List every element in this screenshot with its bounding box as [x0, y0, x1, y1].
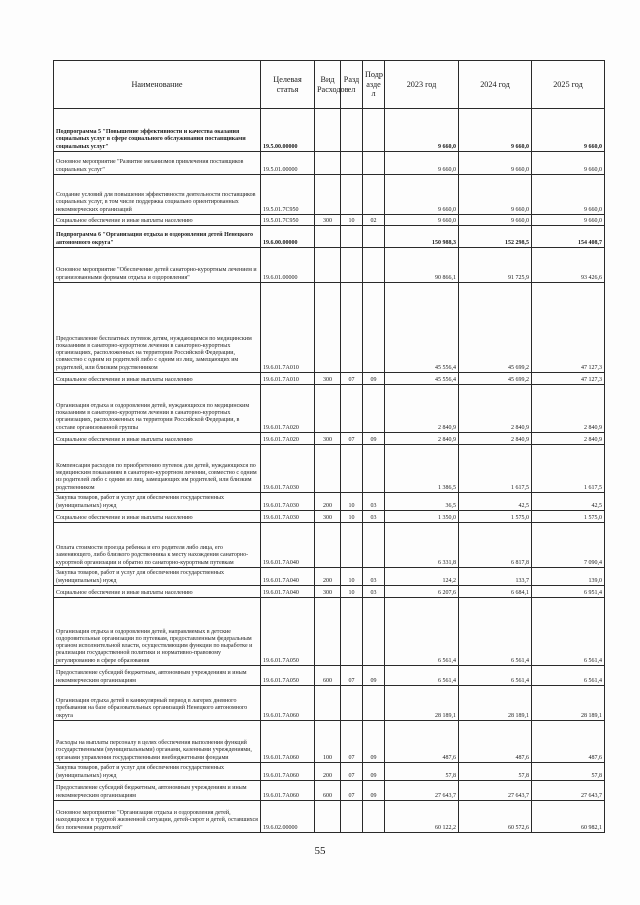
table-row — [54, 445, 605, 493]
row-name: Организация отдыха детей в каникулярный период в лагерях дневного пребывания на базе образовательных организаций Ненецкого автономного округа — [54, 686, 261, 721]
row-target-article: 19.5.01.7С950 — [261, 175, 315, 215]
row-value-2023: 1 350,0 — [385, 511, 459, 523]
row-section: 10 — [341, 568, 363, 586]
row-value-2024: 2 840,9 — [459, 433, 532, 445]
row-target-article: 19.5.01.00000 — [261, 152, 315, 175]
row-value-2025: 2 840,9 — [532, 385, 605, 433]
row-value-2025: 6 951,4 — [532, 586, 605, 598]
row-section: 10 — [341, 215, 363, 226]
row-value-2024: 9 660,0 — [459, 109, 532, 152]
row-value-2025: 6 561,4 — [532, 666, 605, 686]
row-value-2024: 45 699,2 — [459, 373, 532, 385]
row-value-2024: 487,6 — [459, 721, 532, 763]
row-value-2023: 28 189,1 — [385, 686, 459, 721]
row-expense-kind: 200 — [315, 568, 341, 586]
row-value-2024: 9 660,0 — [459, 215, 532, 226]
row-value-2023: 1 386,5 — [385, 445, 459, 493]
row-value-2025: 2 840,9 — [532, 433, 605, 445]
row-value-2023: 6 561,4 — [385, 666, 459, 686]
row-value-2025: 9 660,0 — [532, 152, 605, 175]
row-value-2024: 2 840,9 — [459, 385, 532, 433]
row-name: Социальное обеспечение и иные выплаты населению — [54, 373, 261, 385]
table-row — [54, 248, 605, 283]
row-name: Подпрограмма 6 "Организация отдыха и оздоровления детей Ненецкого автономного округа" — [54, 226, 261, 248]
row-section — [341, 226, 363, 248]
row-section — [341, 445, 363, 493]
row-value-2023: 57,8 — [385, 763, 459, 781]
header-subsection: Подр азде л — [363, 61, 385, 109]
table-row — [54, 666, 605, 686]
table-row — [54, 215, 605, 226]
table-row — [54, 385, 605, 433]
table-row — [54, 109, 605, 152]
row-expense-kind — [315, 686, 341, 721]
row-value-2023: 6 331,8 — [385, 523, 459, 568]
header-year-2025: 2025 год — [532, 61, 605, 109]
row-expense-kind — [315, 523, 341, 568]
row-subsection — [363, 523, 385, 568]
table-row — [54, 801, 605, 833]
row-value-2024: 1 575,0 — [459, 511, 532, 523]
table-row — [54, 511, 605, 523]
row-subsection — [363, 152, 385, 175]
table-row — [54, 568, 605, 586]
row-value-2023: 150 988,3 — [385, 226, 459, 248]
table-row — [54, 763, 605, 781]
row-target-article: 19.6.01.7А060 — [261, 686, 315, 721]
row-name: Социальное обеспечение и иные выплаты населению — [54, 215, 261, 226]
row-target-article: 19.6.00.00000 — [261, 226, 315, 248]
row-value-2023: 124,2 — [385, 568, 459, 586]
table-row — [54, 586, 605, 598]
budget-table — [53, 60, 605, 833]
row-value-2025: 1 617,5 — [532, 445, 605, 493]
row-name: Компенсация расходов по приобретению путевок для детей, нуждающихся по медицинским показаниям в санаторно-курортном лечении, совместно с одним из родителей либо с одним из лиц, замещающих им родителей, или близким родственником — [54, 445, 261, 493]
row-section — [341, 385, 363, 433]
row-value-2024: 9 660,0 — [459, 175, 532, 215]
row-expense-kind — [315, 598, 341, 666]
row-section — [341, 248, 363, 283]
row-value-2025: 9 660,0 — [532, 175, 605, 215]
row-value-2023: 2 840,9 — [385, 433, 459, 445]
row-expense-kind — [315, 152, 341, 175]
row-subsection: 03 — [363, 511, 385, 523]
row-section — [341, 801, 363, 833]
row-name: Создание условий для повышения эффективности деятельности поставщиков социальных услуг, в том числе поддержка социально ориентированных некоммерческих организаций — [54, 175, 261, 215]
row-name: Организация отдыха и оздоровления детей, нуждающихся по медицинским показаниям в санаторно-курортном лечении в санаторно-курортных организациях, расположенных на территории Российской Федерации, в составе организованной группы — [54, 385, 261, 433]
row-value-2024: 27 643,7 — [459, 781, 532, 801]
row-value-2025: 6 561,4 — [532, 598, 605, 666]
row-subsection: 09 — [363, 373, 385, 385]
row-subsection — [363, 175, 385, 215]
row-section: 10 — [341, 586, 363, 598]
row-name: Оплата стоимости проезда ребенка и его родителя либо лица, его заменяющего, либо близкого родственника к месту нахождения санаторно-курортной организации и обратно по санаторно-курортным путевкам — [54, 523, 261, 568]
row-value-2024: 9 660,0 — [459, 152, 532, 175]
row-value-2025: 139,0 — [532, 568, 605, 586]
row-subsection — [363, 385, 385, 433]
table-row — [54, 598, 605, 666]
row-subsection — [363, 283, 385, 373]
row-section: 07 — [341, 781, 363, 801]
row-target-article: 19.6.01.7А010 — [261, 283, 315, 373]
table-row — [54, 373, 605, 385]
header-section: Разд ел — [341, 61, 363, 109]
row-section — [341, 283, 363, 373]
row-value-2023: 2 840,9 — [385, 385, 459, 433]
row-value-2025: 154 408,7 — [532, 226, 605, 248]
row-value-2025: 9 660,0 — [532, 109, 605, 152]
row-target-article: 19.5.01.7С950 — [261, 215, 315, 226]
row-value-2023: 9 660,0 — [385, 175, 459, 215]
row-expense-kind — [315, 226, 341, 248]
row-subsection — [363, 248, 385, 283]
row-name: Социальное обеспечение и иные выплаты населению — [54, 586, 261, 598]
row-name: Социальное обеспечение и иные выплаты населению — [54, 511, 261, 523]
row-target-article: 19.6.01.7А040 — [261, 586, 315, 598]
row-target-article: 19.6.01.7А040 — [261, 568, 315, 586]
row-expense-kind: 200 — [315, 763, 341, 781]
row-name: Закупка товаров, работ и услуг для обеспечения государственных (муниципальных) нужд — [54, 568, 261, 586]
row-section: 10 — [341, 493, 363, 511]
row-value-2024: 42,5 — [459, 493, 532, 511]
row-subsection: 03 — [363, 586, 385, 598]
row-expense-kind — [315, 248, 341, 283]
row-section: 07 — [341, 666, 363, 686]
table-row — [54, 226, 605, 248]
row-value-2025: 7 090,4 — [532, 523, 605, 568]
table-header-row — [54, 61, 605, 109]
row-name: Подпрограмма 5 "Повышение эффективности и качества оказания социальных услуг в сфере социального обслуживания поставщиками социальных услуг" — [54, 109, 261, 152]
row-target-article: 19.6.01.00000 — [261, 248, 315, 283]
page-number: 55 — [314, 845, 326, 857]
row-expense-kind: 600 — [315, 781, 341, 801]
row-expense-kind: 300 — [315, 433, 341, 445]
row-value-2024: 6 817,8 — [459, 523, 532, 568]
row-value-2025: 42,5 — [532, 493, 605, 511]
row-value-2024: 6 684,1 — [459, 586, 532, 598]
row-subsection: 03 — [363, 493, 385, 511]
header-name: Наименование — [54, 61, 261, 109]
row-expense-kind — [315, 801, 341, 833]
row-expense-kind — [315, 283, 341, 373]
header-year-2024: 2024 год — [459, 61, 532, 109]
row-subsection: 09 — [363, 781, 385, 801]
row-value-2024: 152 298,5 — [459, 226, 532, 248]
row-value-2025: 27 643,7 — [532, 781, 605, 801]
row-subsection — [363, 109, 385, 152]
row-value-2023: 9 660,0 — [385, 215, 459, 226]
row-value-2025: 1 575,0 — [532, 511, 605, 523]
row-subsection: 09 — [363, 763, 385, 781]
row-name: Основное мероприятие "Обеспечение детей санаторно-курортным лечением и организованными формами отдыха и оздоровления" — [54, 248, 261, 283]
row-name: Закупка товаров, работ и услуг для обеспечения государственных (муниципальных) нужд — [54, 493, 261, 511]
row-section — [341, 598, 363, 666]
row-value-2025: 47 127,3 — [532, 283, 605, 373]
row-section: 07 — [341, 763, 363, 781]
row-target-article: 19.6.01.7А060 — [261, 763, 315, 781]
row-section — [341, 686, 363, 721]
row-subsection — [363, 226, 385, 248]
row-target-article: 19.6.01.7А050 — [261, 666, 315, 686]
row-target-article: 19.6.01.7А020 — [261, 433, 315, 445]
table-row — [54, 433, 605, 445]
row-expense-kind: 300 — [315, 586, 341, 598]
row-value-2023: 6 207,6 — [385, 586, 459, 598]
row-value-2024: 45 699,2 — [459, 283, 532, 373]
row-value-2023: 9 660,0 — [385, 152, 459, 175]
row-subsection — [363, 445, 385, 493]
row-section — [341, 109, 363, 152]
row-name: Закупка товаров, работ и услуг для обеспечения государственных (муниципальных) нужд — [54, 763, 261, 781]
row-section — [341, 152, 363, 175]
row-subsection: 03 — [363, 568, 385, 586]
table-row — [54, 152, 605, 175]
header-target-article: Целевая статья — [261, 61, 315, 109]
row-value-2023: 90 866,1 — [385, 248, 459, 283]
table-row — [54, 781, 605, 801]
row-name: Основное мероприятие "Организация отдыха и оздоровления детей, находящихся в трудной жизненной ситуации, детей-сирот и детей, оставшихся без попечения родителей" — [54, 801, 261, 833]
table-row — [54, 283, 605, 373]
row-value-2024: 6 561,4 — [459, 598, 532, 666]
row-value-2023: 60 122,2 — [385, 801, 459, 833]
row-name: Социальное обеспечение и иные выплаты населению — [54, 433, 261, 445]
row-value-2024: 28 189,1 — [459, 686, 532, 721]
row-value-2025: 57,8 — [532, 763, 605, 781]
row-value-2024: 91 725,9 — [459, 248, 532, 283]
row-target-article: 19.6.01.7А040 — [261, 523, 315, 568]
row-expense-kind: 100 — [315, 721, 341, 763]
row-target-article: 19.6.01.7А010 — [261, 373, 315, 385]
row-name: Предоставление субсидий бюджетным, автономным учреждениям и иным некоммерческим организациям — [54, 781, 261, 801]
row-subsection — [363, 686, 385, 721]
row-target-article: 19.5.00.00000 — [261, 109, 315, 152]
row-expense-kind: 300 — [315, 511, 341, 523]
row-value-2024: 1 617,5 — [459, 445, 532, 493]
row-name: Организация отдыха и оздоровления детей, направляемых в детские оздоровительные организации по путевкам, предоставленным федеральным органом исполнительной власти, осуществляющим функции по выработке и реализации государственной политики и нормативно-правовому регулированию в сфере образования — [54, 598, 261, 666]
row-subsection: 09 — [363, 721, 385, 763]
row-subsection — [363, 598, 385, 666]
row-target-article: 19.6.01.7А030 — [261, 493, 315, 511]
row-expense-kind — [315, 175, 341, 215]
row-value-2023: 36,5 — [385, 493, 459, 511]
row-value-2025: 9 660,0 — [532, 215, 605, 226]
table-row — [54, 493, 605, 511]
row-name: Расходы на выплаты персоналу в целях обеспечения выполнения функций государственными (муниципальными) органами, казенными учреждениями, органами управления государственными внебюджетными фондами — [54, 721, 261, 763]
row-section: 10 — [341, 511, 363, 523]
row-value-2024: 133,7 — [459, 568, 532, 586]
row-value-2025: 60 982,1 — [532, 801, 605, 833]
row-expense-kind: 200 — [315, 493, 341, 511]
row-value-2025: 28 189,1 — [532, 686, 605, 721]
header-expense-kind: Вид Расходов — [315, 61, 341, 109]
table-row — [54, 175, 605, 215]
table-row — [54, 523, 605, 568]
row-expense-kind — [315, 385, 341, 433]
row-target-article: 19.6.01.7А060 — [261, 781, 315, 801]
row-target-article: 19.6.01.7А030 — [261, 445, 315, 493]
row-value-2023: 9 660,0 — [385, 109, 459, 152]
row-target-article: 19.6.01.7А060 — [261, 721, 315, 763]
row-value-2024: 60 572,6 — [459, 801, 532, 833]
row-target-article: 19.6.01.7А020 — [261, 385, 315, 433]
row-target-article: 19.6.01.7А050 — [261, 598, 315, 666]
row-value-2023: 487,6 — [385, 721, 459, 763]
row-name: Предоставление субсидий бюджетным, автономным учреждениям и иным некоммерческим организациям — [54, 666, 261, 686]
row-section — [341, 175, 363, 215]
table-body — [54, 109, 605, 833]
row-subsection — [363, 801, 385, 833]
row-section: 07 — [341, 433, 363, 445]
row-value-2025: 487,6 — [532, 721, 605, 763]
row-value-2023: 45 556,4 — [385, 283, 459, 373]
row-section: 07 — [341, 373, 363, 385]
row-subsection: 02 — [363, 215, 385, 226]
row-name: Основное мероприятие "Развитие механизмов привлечения поставщиков социальных услуг" — [54, 152, 261, 175]
row-value-2023: 6 561,4 — [385, 598, 459, 666]
table-row — [54, 721, 605, 763]
header-year-2023: 2023 год — [385, 61, 459, 109]
row-target-article: 19.6.01.7А030 — [261, 511, 315, 523]
row-subsection: 09 — [363, 666, 385, 686]
row-subsection: 09 — [363, 433, 385, 445]
row-expense-kind: 300 — [315, 215, 341, 226]
row-target-article: 19.6.02.00000 — [261, 801, 315, 833]
row-section: 07 — [341, 721, 363, 763]
row-expense-kind: 600 — [315, 666, 341, 686]
row-value-2025: 93 426,6 — [532, 248, 605, 283]
row-value-2023: 45 556,4 — [385, 373, 459, 385]
row-expense-kind — [315, 445, 341, 493]
row-value-2023: 27 643,7 — [385, 781, 459, 801]
row-value-2024: 57,8 — [459, 763, 532, 781]
row-expense-kind — [315, 109, 341, 152]
row-section — [341, 523, 363, 568]
table-row — [54, 686, 605, 721]
row-value-2025: 47 127,3 — [532, 373, 605, 385]
row-name: Предоставление бесплатных путевок детям, нуждающимся по медицинским показаниям в санаторно-курортном лечении в санаторно-курортных организациях, расположенных на территории Российской Федерации, совместно с одним из родителей либо с одним из лиц, замещающих им родителей, или близким родственником — [54, 283, 261, 373]
row-value-2024: 6 561,4 — [459, 666, 532, 686]
row-expense-kind: 300 — [315, 373, 341, 385]
